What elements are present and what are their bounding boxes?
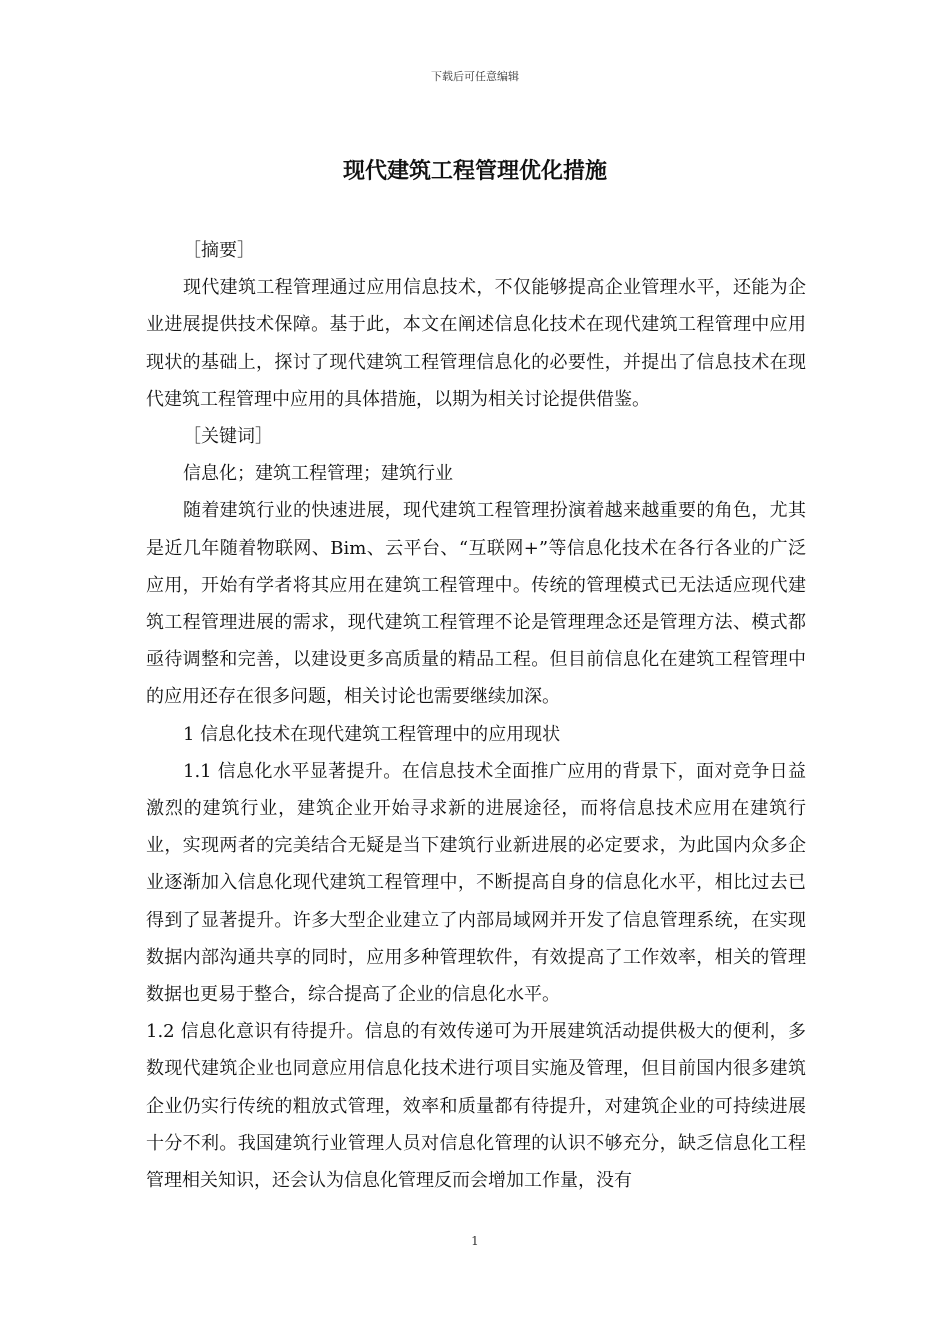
section-1-2-paragraph: 1.2 信息化意识有待提升。信息的有效传递可为开展建筑活动提供极大的便利，多数现代建筑企业也同意应用信息化技术进行项目实施及管理，但目前国内很多建筑企业仍实行传统的粗放式管理，效率和质量都有待提升，对建筑企业的可持续进展十分不利。我国建筑行业管理人员对信息化管理的认识不够充分，缺乏信息化工程管理相关知识，还会认为信息化管理反而会增加工作量，没有	[146, 1021, 806, 1192]
section-1-1-paragraph: 1.1 信息化水平显著提升。在信息技术全面推广应用的背景下，面对竞争日益激烈的建筑行业，建筑企业开始寻求新的进展途径，而将信息技术应用在建筑行业，实现两者的完美结合无疑是当下建筑行业新进展的必定要求，为此国内众多企业逐渐加入信息化现代建筑工程管理中，不断提高自身的信息化水平，相比过去已得到了显著提升。许多大型企业建立了内部局域网并开发了信息管理系统，在实现数据内部沟通共享的同时，应用多种管理软件，有效提高了工作效率，相关的管理数据也更易于整合，综合提高了企业的信息化水平。	[146, 760, 806, 1006]
abstract-heading: ［摘要］	[183, 240, 255, 261]
document-body	[146, 232, 806, 1199]
keywords-paragraph: 信息化；建筑工程管理；建筑行业	[183, 463, 453, 485]
section-heading-1: 1 信息化技术在现代建筑工程管理中的应用现状	[183, 723, 561, 745]
page-number: 1	[471, 1234, 479, 1248]
header-note: 下载后可任意编辑	[431, 70, 519, 83]
abstract-paragraph: 现代建筑工程管理通过应用信息技术，不仅能够提高企业管理水平，还能为企业进展提供技术保障。基于此，本文在阐述信息化技术在现代建筑工程管理中应用现状的基础上，探讨了现代建筑工程管理信息化的必要性，并提出了信息技术在现代建筑工程管理中应用的具体措施，以期为相关讨论提供借鉴。	[146, 277, 806, 410]
document-title: 现代建筑工程管理优化措施	[342, 159, 607, 184]
intro-paragraph: 随着建筑行业的快速进展，现代建筑工程管理扮演着越来越重要的角色，尤其是近几年随着物联网、Bim、云平台、“互联网+”等信息化技术在各行各业的广泛应用，开始有学者将其应用在建筑工程管理中。传统的管理模式已无法适应现代建筑工程管理进展的需求，现代建筑工程管理不论是管理理念还是管理方法、模式都亟待调整和完善，以建设更多高质量的精品工程。但目前信息化在建筑工程管理中的应用还存在很多问题，相关讨论也需要继续加深。	[146, 500, 806, 708]
keywords-heading: ［关键词］	[183, 426, 273, 448]
